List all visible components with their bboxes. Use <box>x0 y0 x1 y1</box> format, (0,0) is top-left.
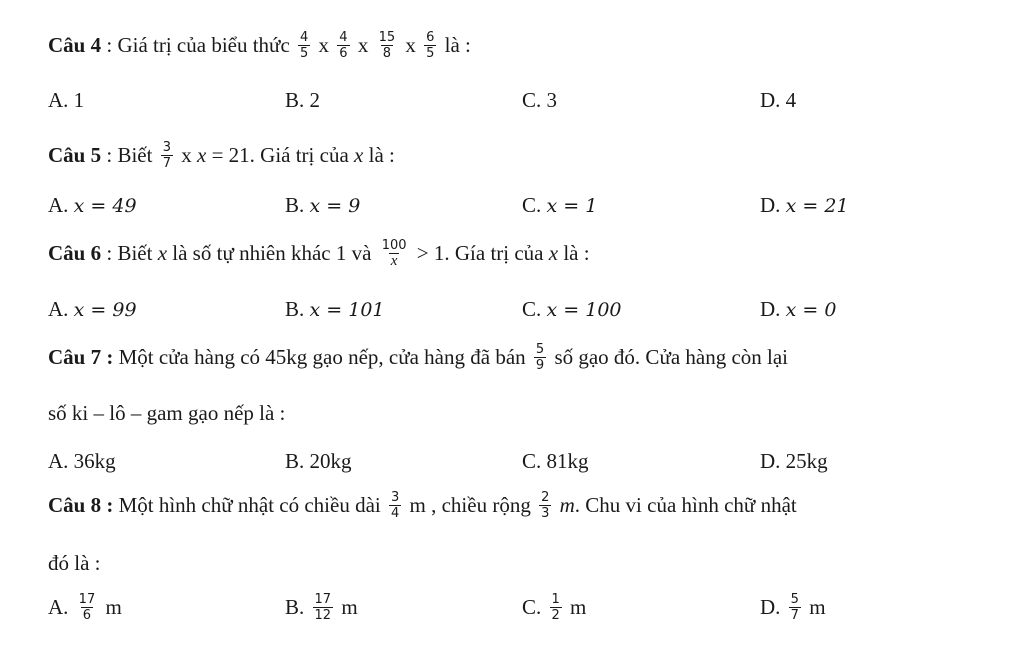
option-c <box>522 592 586 623</box>
question-6-label: Câu 6 <box>48 241 102 265</box>
fraction <box>77 592 98 623</box>
question-7-text-end: số gạo đó. Cửa hàng còn lại <box>549 345 789 369</box>
fraction <box>161 140 173 171</box>
option-b <box>285 297 385 322</box>
times-sign: x <box>352 33 374 57</box>
numerator: 5 <box>790 592 799 607</box>
fraction <box>550 592 562 623</box>
fraction <box>313 592 334 623</box>
denominator: 7 <box>162 156 171 171</box>
option-letter: C. <box>522 297 547 321</box>
option-c: C. 81kg <box>522 449 589 473</box>
option-b: B. 2 <box>285 88 321 112</box>
denominator: 9 <box>535 358 545 373</box>
option-b <box>285 592 358 623</box>
fraction <box>377 30 398 61</box>
fraction <box>389 490 401 521</box>
numerator: 17 <box>78 592 96 607</box>
question-7-label: Câu 7 : <box>48 345 114 369</box>
denominator: 3 <box>541 506 550 521</box>
times-sign: x <box>313 33 335 57</box>
numerator: 2 <box>541 490 550 505</box>
unit: m <box>803 595 826 619</box>
numerator: 1 <box>551 592 560 607</box>
option-letter: B. <box>285 193 310 217</box>
option-letter: B. <box>285 595 310 619</box>
question-8-line-2: đó là : <box>48 551 101 575</box>
variable-x: x <box>354 143 364 167</box>
option-letter: A. <box>48 297 74 321</box>
question-8-text-mid: m , chiều rộng <box>404 493 537 517</box>
numerator: 5 <box>535 342 545 357</box>
option-a: A. 1 <box>48 88 85 112</box>
question-6-text-mid: là số tự nhiên khác 1 và <box>167 241 377 265</box>
numerator: 6 <box>426 30 435 45</box>
option-c: C. 3 <box>522 88 558 112</box>
denominator: 6 <box>82 608 92 623</box>
numerator: 3 <box>391 490 400 505</box>
variable-x: x <box>390 253 398 269</box>
question-5 <box>48 140 395 171</box>
question-5-text-end: là : <box>363 143 395 167</box>
option-expression: x = 49 <box>73 194 137 217</box>
question-8-text-end: . Chu vi của hình chữ nhật <box>574 493 797 517</box>
denominator <box>389 253 400 269</box>
question-6-text: : Biết <box>101 241 158 265</box>
option-expression: x = 1 <box>546 194 598 217</box>
option-letter: B. <box>285 297 310 321</box>
question-8-text: Một hình chữ nhật có chiều dài <box>113 493 386 517</box>
denominator: 12 <box>314 608 332 623</box>
option-d: D. 4 <box>760 88 797 112</box>
option-b: B. 20kg <box>285 449 352 473</box>
fraction <box>534 342 546 373</box>
unit-m: m <box>554 493 575 517</box>
question-7-line-2: số ki – lô – gam gạo nếp là : <box>48 401 286 425</box>
times-sign: x <box>175 143 197 167</box>
option-expression: x = 99 <box>73 298 137 321</box>
option-c <box>522 297 622 322</box>
fraction <box>539 490 551 521</box>
variable-x: x <box>157 241 168 265</box>
option-letter: D. <box>760 193 786 217</box>
denominator: 5 <box>300 46 309 61</box>
numerator: 15 <box>378 30 396 45</box>
denominator: 6 <box>339 46 348 61</box>
fraction <box>789 592 801 623</box>
variable-x: x <box>196 143 207 167</box>
unit: m <box>100 595 122 619</box>
denominator: 2 <box>551 608 560 623</box>
option-expression: x = 100 <box>546 298 622 321</box>
denominator: 4 <box>391 506 400 521</box>
question-5-label: Câu 5 <box>48 143 102 167</box>
option-letter: D. <box>760 297 786 321</box>
option-letter: C. <box>522 595 547 619</box>
question-4-text-end: là : <box>439 33 471 57</box>
unit: m <box>564 595 587 619</box>
numerator: 4 <box>300 30 309 45</box>
times-sign: x <box>400 33 422 57</box>
question-6 <box>48 238 590 269</box>
question-6-text-gt: > 1. Gía trị của <box>411 241 549 265</box>
option-letter: C. <box>522 193 547 217</box>
numerator: 17 <box>314 592 332 607</box>
option-d <box>760 193 849 218</box>
option-b <box>285 193 360 218</box>
question-4 <box>48 30 471 61</box>
question-4-text: : Giá trị của biểu thức <box>101 33 296 57</box>
unit: m <box>336 595 358 619</box>
question-5-text-mid: = 21. Giá trị của <box>206 143 355 167</box>
option-expression: x = 21 <box>785 194 849 217</box>
question-6-text-end: là : <box>558 241 590 265</box>
question-7 <box>48 342 788 373</box>
fraction <box>337 30 349 61</box>
numerator: 3 <box>162 140 171 155</box>
option-d <box>760 592 826 623</box>
fraction <box>298 30 310 61</box>
option-c <box>522 193 597 218</box>
option-a <box>48 592 122 623</box>
option-d: D. 25kg <box>760 449 828 473</box>
option-letter: D. <box>760 595 786 619</box>
option-letter: A. <box>48 193 74 217</box>
denominator: 7 <box>790 608 799 623</box>
question-5-text: : Biết <box>101 143 158 167</box>
denominator: 5 <box>426 46 435 61</box>
numerator: 100 <box>381 238 407 253</box>
question-8-label: Câu 8 : <box>48 493 114 517</box>
option-a: A. 36kg <box>48 449 116 473</box>
fraction <box>380 238 409 269</box>
option-expression: x = 101 <box>309 298 385 321</box>
fraction <box>424 30 436 61</box>
question-8 <box>48 490 797 521</box>
question-4-label: Câu 4 <box>48 33 102 57</box>
denominator: 8 <box>382 46 391 61</box>
question-7-text: Một cửa hàng có 45kg gạo nếp, cửa hàng đã bán <box>113 345 531 369</box>
option-letter: A. <box>48 595 74 619</box>
option-expression: x = 9 <box>309 194 361 217</box>
option-a <box>48 297 137 322</box>
option-expression: x = 0 <box>785 298 837 321</box>
option-a <box>48 193 137 218</box>
option-d <box>760 297 836 322</box>
numerator: 4 <box>339 30 348 45</box>
variable-x: x <box>548 241 559 265</box>
